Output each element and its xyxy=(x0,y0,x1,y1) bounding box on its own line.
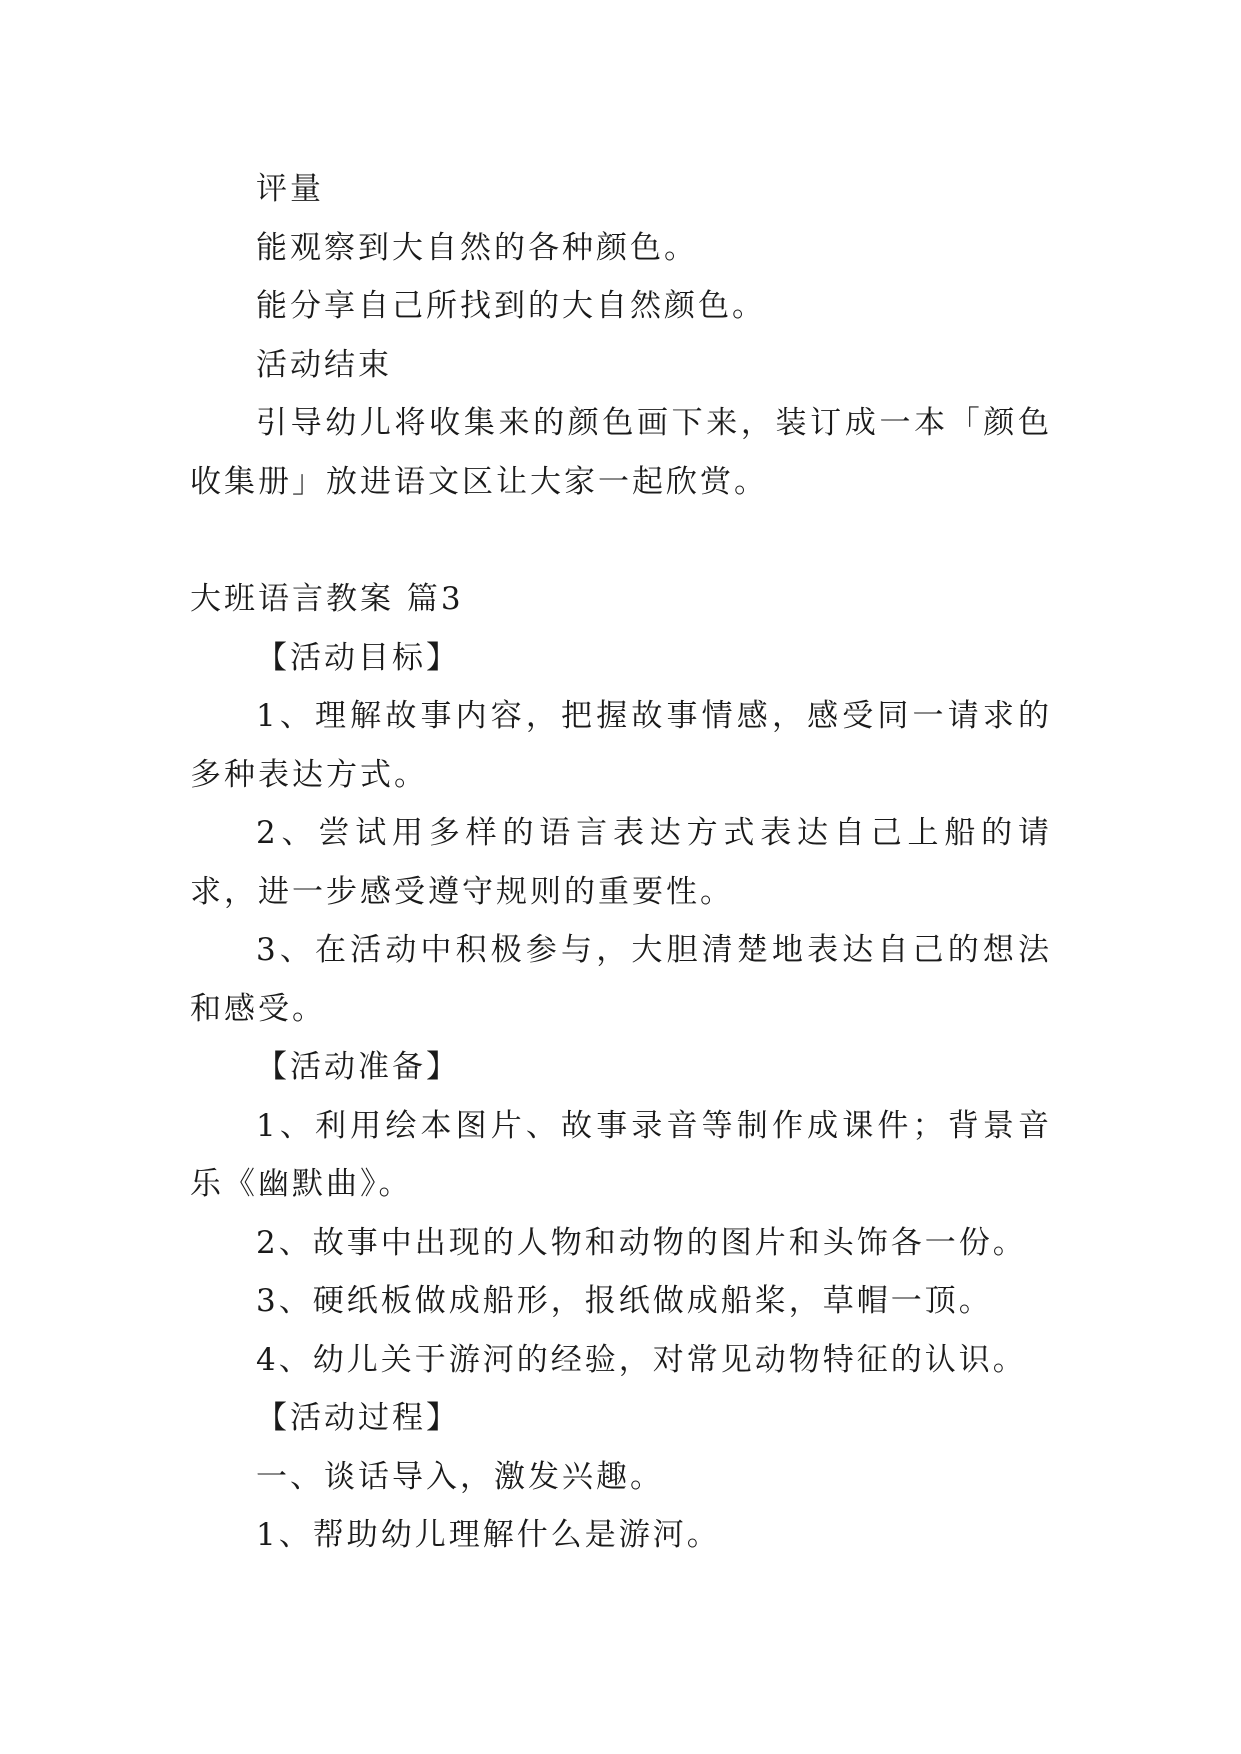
document-page xyxy=(190,160,1052,1565)
paragraph: 2、故事中出现的人物和动物的图片和头饰各一份。 xyxy=(256,1224,1027,1261)
paragraph: 引导幼儿将收集来的颜色画下来，装订成一本「颜色收集册」放进语文区让大家一起欣赏。 xyxy=(190,405,1052,500)
paragraph: 能观察到大自然的各种颜色。 xyxy=(256,229,698,266)
paragraph: 活动结束 xyxy=(256,346,392,383)
paragraph: 能分享自己所找到的大自然颜色。 xyxy=(256,288,766,324)
section-spacer xyxy=(190,511,1052,570)
paragraph: 2、尝试用多样的语言表达方式表达自己上船的请求，进一步感受遵守规则的重要性。 xyxy=(190,815,1052,910)
paragraph: 1、帮助幼儿理解什么是游河。 xyxy=(256,1517,721,1553)
paragraph: 【活动过程】 xyxy=(256,1400,460,1436)
paragraph: 1、利用绘本图片、故事录音等制作成课件；背景音乐《幽默曲》。 xyxy=(190,1107,1052,1202)
paragraph: 1、理解故事内容，把握故事情感，感受同一请求的多种表达方式。 xyxy=(190,698,1052,793)
paragraph: 一、谈话导入，激发兴趣。 xyxy=(256,1458,664,1495)
paragraph: 【活动准备】 xyxy=(256,1049,460,1085)
paragraph: 【活动目标】 xyxy=(256,639,460,676)
section-title: 大班语言教案 篇3 xyxy=(190,581,464,617)
paragraph: 3、在活动中积极参与，大胆清楚地表达自己的想法和感受。 xyxy=(190,932,1052,1027)
paragraph: 3、硬纸板做成船形，报纸做成船桨，草帽一顶。 xyxy=(256,1283,993,1319)
paragraph: 评量 xyxy=(256,171,324,207)
paragraph: 4、幼儿关于游河的经验，对常见动物特征的认识。 xyxy=(256,1341,1027,1378)
